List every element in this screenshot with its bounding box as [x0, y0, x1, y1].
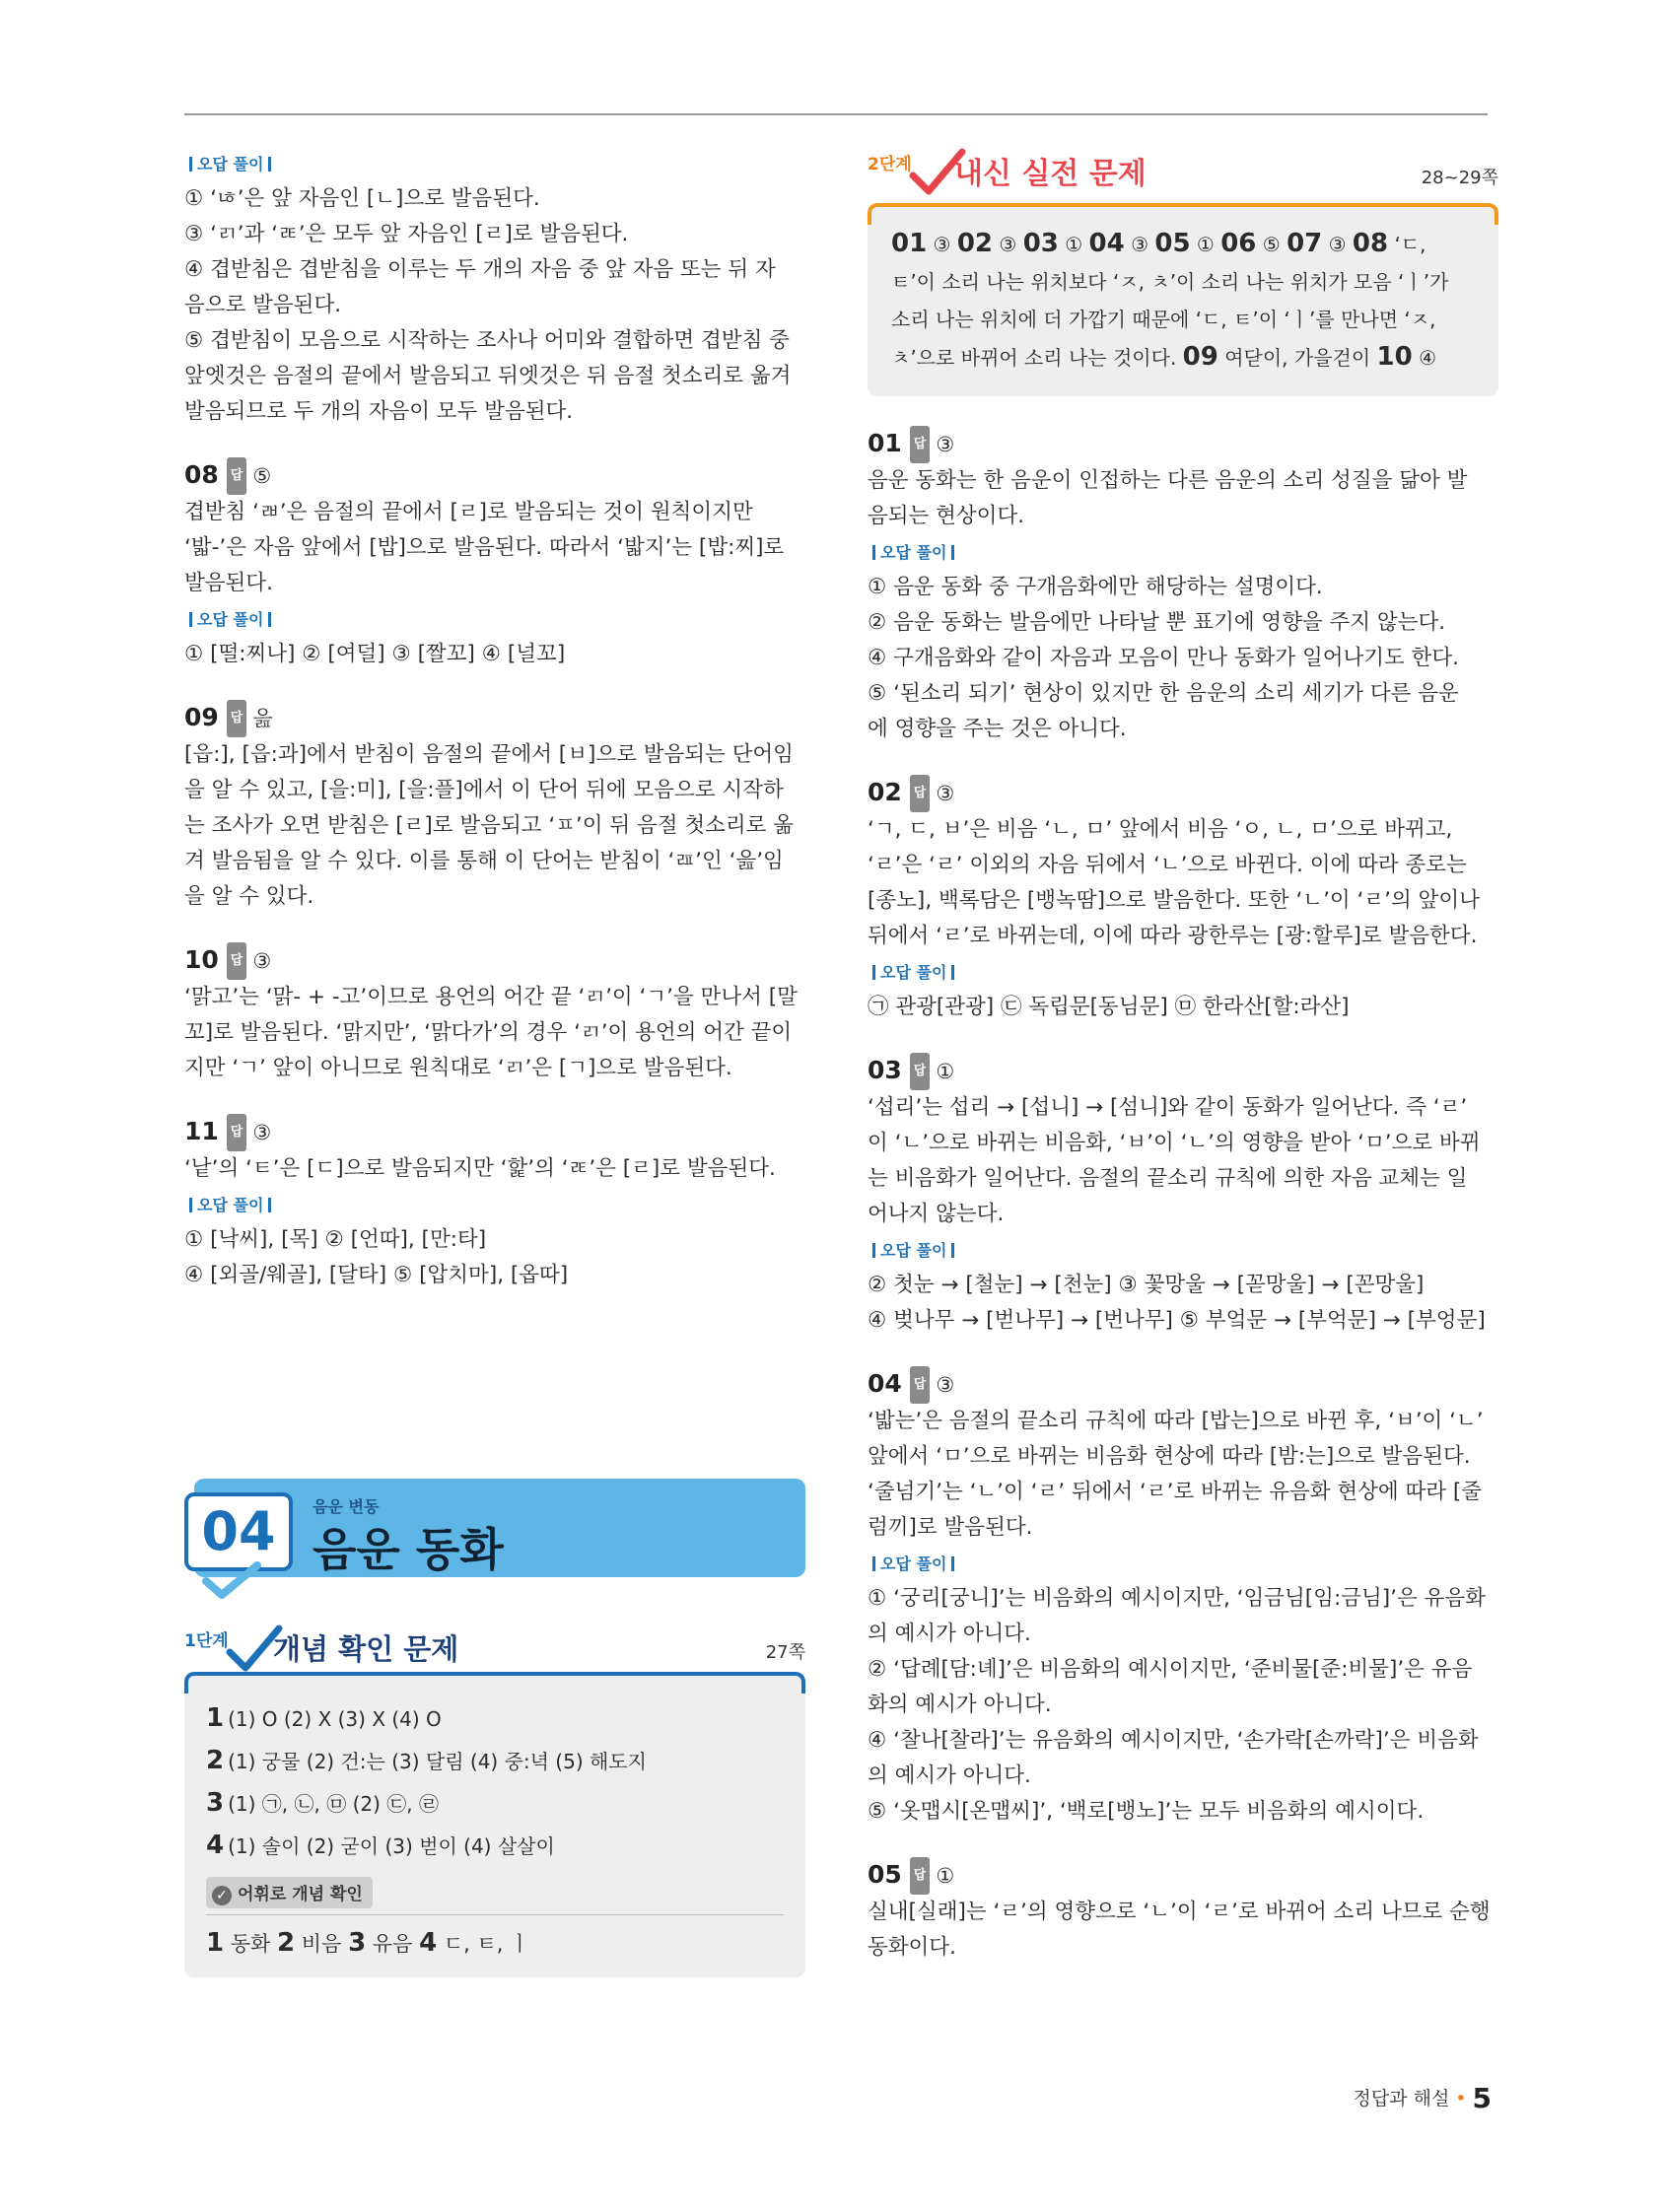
concept-answers — [206, 1697, 784, 1867]
question-09-header: 09 답 읊 — [184, 700, 815, 737]
stage-page: 27쪽 — [765, 1642, 805, 1663]
vocab-number: 1 — [206, 1928, 225, 1958]
answer-text: (1) 궁물 (2) 건:는 (3) 달림 (4) 중:녁 (5) 해도지 — [228, 1750, 647, 1773]
page-footer — [1353, 2082, 1492, 2114]
answer-line — [891, 338, 1479, 377]
text-line: 꼬]로 발음된다. ‘맑지만’, ‘맑다가’의 경우 ‘ㄺ’이 용언의 어간 끝이 — [184, 1020, 793, 1045]
answer-text: ㅌ’이 소리 나는 위치보다 ‘ㅈ, ㅊ’이 소리 나는 위치가 모음 ‘ㅣ’가 — [891, 270, 1449, 294]
answer-number: 09 — [1182, 342, 1218, 372]
text-line: ‘섭리’는 섭리 → [섭니] → [섬니]와 같이 동화가 일어난다. 즉 ‘ㄹ’ — [868, 1095, 1468, 1120]
top-rule — [184, 113, 1488, 115]
vocab-number: 3 — [348, 1928, 367, 1958]
text-line: 럼끼]로 발음된다. — [868, 1515, 1033, 1540]
vocab-number: 4 — [419, 1928, 438, 1958]
answer-number: 2 — [206, 1746, 225, 1775]
question-04-header: 04 답 ③ — [868, 1366, 1498, 1404]
text-line: ⑤ ‘된소리 되기’ 현상이 있지만 한 음운의 소리 세기가 다른 음운 — [868, 681, 1459, 706]
answer-number: 1 — [206, 1703, 225, 1733]
answer-number: 10 — [1376, 342, 1413, 372]
text-line: ㉠ 관광[관광] ㉢ 독립문[동님문] ㉤ 한라산[할:라산] — [868, 995, 1350, 1019]
text-line: 을 알 수 있고, [을:미], [을:플]에서 이 단어 뒤에 모음으로 시작하 — [184, 778, 784, 802]
answer-line — [891, 301, 1479, 338]
answer-text: ⑤ — [1256, 233, 1287, 256]
text-line: ‘ㄱ, ㄷ, ㅂ’은 비음 ‘ㄴ, ㅁ’ 앞에서 비음 ‘ㅇ, ㄴ, ㅁ’으로 바뀌고, — [868, 817, 1453, 842]
text-line: 음되는 현상이다. — [868, 504, 1025, 528]
stage1-header — [184, 1623, 805, 1674]
text-line: 뒤에서 ‘ㄹ’로 바뀌는데, 이에 따라 광한루는 [광:할루]로 발음한다. — [868, 924, 1478, 948]
vocab-text: 비음 — [295, 1932, 349, 1956]
answer-text: (1) O (2) X (3) X (4) O — [228, 1707, 442, 1731]
text-line: 발음된다. — [184, 571, 273, 595]
text-line: 어나지 않는다. — [868, 1202, 1005, 1226]
question-03-explanation — [868, 1090, 1498, 1232]
answer-text: ① — [1190, 233, 1221, 256]
wrong-answer-label: 오답 풀이 — [868, 1240, 959, 1262]
question-03-header: 03 답 ① — [868, 1053, 1498, 1090]
answer-number: 02 — [956, 229, 994, 258]
answer-number: 06 — [1220, 229, 1257, 258]
question-01-explanation — [868, 463, 1498, 534]
stage-page: 28~29쪽 — [1421, 168, 1498, 188]
text-line: 앞에서 ‘ㅁ’으로 바뀌는 비음화 현상에 따라 [밤:는]으로 발음된다. — [868, 1444, 1471, 1469]
concept-answer-line — [206, 1782, 784, 1825]
text-line: ① ‘궁리[궁니]’는 비음화의 예시이지만, ‘임금님[임:금님]’은 유음화 — [868, 1586, 1486, 1611]
text-line: ⑤ 겹받침이 모음으로 시작하는 조사나 어미와 결합하면 겹받침 중 — [184, 328, 790, 353]
question-01-wrong-answers — [868, 570, 1498, 747]
check-icon — [202, 1561, 261, 1603]
wrong-answer-label: 오답 풀이 — [868, 542, 959, 564]
question-02-explanation — [868, 812, 1498, 954]
divider — [206, 1914, 784, 1915]
page-number: 5 — [1472, 2082, 1492, 2114]
text-line: 음운 동화는 한 음운이 인접하는 다른 음운의 소리 성질을 닮아 발 — [868, 468, 1468, 493]
section-subtitle: 음운 변동 — [313, 1497, 380, 1516]
answer-text: ① — [1058, 233, 1089, 256]
question-03-wrong-answers — [868, 1268, 1498, 1339]
text-line: ‘낱’의 ‘ㅌ’은 [ㄷ]으로 발음되지만 ‘핥’의 ‘ㄾ’은 [ㄹ]로 발음된다. — [184, 1156, 776, 1181]
answer-line — [891, 263, 1479, 301]
text-line: ④ 겹받침은 겹받침을 이루는 두 개의 자음 중 앞 자음 또는 뒤 자 — [184, 257, 776, 282]
stage-title: 개념 확인 문제 — [273, 1632, 459, 1666]
answer-text: ③ — [1124, 233, 1155, 256]
section-banner — [184, 1479, 805, 1577]
question-05-header: 05 답 ① — [868, 1857, 1498, 1895]
practice-answer-box — [868, 207, 1498, 396]
text-line: 화의 예시가 아니다. — [868, 1693, 1052, 1717]
vocab-number: 2 — [277, 1928, 296, 1958]
text-line: 는 조사가 오면 받침은 [ㄹ]로 발음되고 ‘ㅍ’이 뒤 음절 첫소리로 옮 — [184, 813, 795, 838]
wrong-answer-label: 오답 풀이 — [868, 1554, 959, 1575]
text-line: [종노], 백록담은 [뱅녹땀]으로 발음한다. 또한 ‘ㄴ’이 ‘ㄹ’의 앞이나 — [868, 888, 1480, 913]
wrong-answer-label: 오답 풀이 — [184, 609, 276, 631]
text-line: ④ ‘찰나[찰라]’는 유음화의 예시이지만, ‘손가락[손까락]’은 비음화 — [868, 1728, 1479, 1753]
question-09-explanation — [184, 737, 815, 915]
intro-explanation — [184, 181, 815, 430]
question-10-explanation — [184, 980, 815, 1086]
right-column — [868, 146, 1498, 1966]
wrong-answer-label: 오답 풀이 — [868, 962, 959, 984]
text-line: ‘맑고’는 ‘맑- + -고’이므로 용언의 어간 끝 ‘ㄺ’이 ‘ㄱ’을 만나서 [말 — [184, 985, 798, 1009]
text-line: 음으로 발음된다. — [184, 293, 342, 317]
text-line: ① 음운 동화 중 구개음화에만 해당하는 설명이다. — [868, 575, 1323, 599]
concept-answer-line — [206, 1740, 784, 1782]
vocab-tag: ✓ 어휘로 개념 확인 — [206, 1877, 373, 1908]
text-line: ② 음운 동화는 발음에만 나타날 뿐 표기에 영향을 주지 않는다. — [868, 610, 1446, 635]
left-column — [184, 146, 815, 1293]
stage2-header — [868, 146, 1498, 197]
answer-text: (1) 솔이 (2) 굳이 (3) 벋이 (4) 살살이 — [228, 1834, 555, 1858]
question-04-wrong-answers — [868, 1581, 1498, 1830]
text-line: ‘ㄹ’은 ‘ㄹ’ 이외의 자음 뒤에서 ‘ㄴ’으로 바뀐다. 이에 따라 종로는 — [868, 853, 1467, 877]
question-05-explanation — [868, 1895, 1498, 1966]
question-08-wrong-answers — [184, 637, 815, 672]
stage-badge: 1단계 — [184, 1631, 229, 1651]
text-line: ④ 벚나무 → [벋나무] → [번나무] ⑤ 부엌문 → [부억문] → [부엉문] — [868, 1308, 1486, 1333]
text-line: 실내[실래]는 ‘ㄹ’의 영향으로 ‘ㄴ’이 ‘ㄹ’로 바뀌어 소리 나므로 순행 — [868, 1900, 1491, 1924]
wrong-answer-label: 오답 풀이 — [184, 154, 276, 175]
text-line: 는 비음화가 일어난다. 음절의 끝소리 규칙에 의한 자음 교체는 일 — [868, 1166, 1468, 1191]
question-04-explanation — [868, 1404, 1498, 1546]
text-line: ④ 구개음화와 같이 자음과 모음이 만나 동화가 일어나기도 한다. — [868, 646, 1460, 670]
text-line: 겹받침 ‘ㄼ’은 음절의 끝에서 [ㄹ]로 발음되는 것이 원칙이지만 — [184, 500, 753, 524]
text-line: ‘밟는’은 음절의 끝소리 규칙에 따라 [밥는]으로 바뀐 후, ‘ㅂ’이 ‘ㄴ’ — [868, 1409, 1484, 1433]
question-11-header: 11 답 ③ — [184, 1114, 815, 1151]
text-line: ‘밟-’은 자음 앞에서 [밥]으로 발음된다. 따라서 ‘밟지’는 [밥:찌]로 — [184, 535, 785, 560]
text-line: 에 영향을 주는 것은 아니다. — [868, 717, 1127, 741]
stage-badge: 2단계 — [868, 155, 912, 174]
concept-answer-line — [206, 1697, 784, 1740]
answer-text: ④ — [1412, 346, 1437, 370]
text-line: ① [떨:찌나] ② [여덜] ③ [짤꼬] ④ [널꼬] — [184, 642, 566, 666]
text-line: [읍:], [읍:과]에서 받침이 음절의 끝에서 [ㅂ]으로 발음되는 단어임 — [184, 742, 794, 767]
question-02-wrong-answers — [868, 990, 1498, 1025]
answer-text: ③ — [993, 233, 1023, 256]
question-02-header: 02 답 ③ — [868, 775, 1498, 812]
question-11-wrong-answers — [184, 1222, 815, 1293]
stage-title: 내신 실전 문제 — [954, 157, 1147, 191]
answer-text: ③ — [1322, 233, 1353, 256]
text-line: ④ [외골/웨골], [달타] ⑤ [압치마], [옵따] — [184, 1263, 569, 1287]
concept-answer-line — [206, 1825, 784, 1867]
answer-number: 04 — [1088, 229, 1125, 258]
vocab-answers — [206, 1923, 784, 1964]
question-10-header: 10 답 ③ — [184, 942, 815, 980]
text-line: 겨 발음됨을 알 수 있다. 이를 통해 이 단어는 받침이 ‘ㄿ’인 ‘읊’임 — [184, 849, 784, 873]
vocab-text: 동화 — [224, 1932, 278, 1956]
answer-number: 08 — [1352, 229, 1389, 258]
check-circle-icon: ✓ — [212, 1886, 232, 1905]
footer-label: 정답과 해설 — [1353, 2088, 1450, 2109]
text-line: ⑤ ‘옷맵시[온맵씨]’, ‘백로[뱅노]’는 모두 비음화의 예시이다. — [868, 1799, 1425, 1824]
question-08-explanation — [184, 495, 815, 601]
answer-text: (1) ㉠, ㉡, ㉤ (2) ㉢, ㉣ — [228, 1792, 439, 1816]
wrong-answer-label: 오답 풀이 — [184, 1195, 276, 1216]
text-line: 지만 ‘ㄱ’ 앞이 아니므로 원칙대로 ‘ㄺ’은 [ㄱ]으로 발음된다. — [184, 1056, 732, 1080]
vocab-text: 유음 — [366, 1932, 420, 1956]
question-01-header: 01 답 ③ — [868, 426, 1498, 463]
text-line: ① [낙씨], [목] ② [언따], [만:타] — [184, 1227, 487, 1252]
question-08-header: 08 답 ⑤ — [184, 457, 815, 495]
footer-dot: • — [1455, 2088, 1467, 2109]
text-line: 앞엣것은 음절의 끝에서 발음되고 뒤엣것은 뒤 음절 첫소리로 옮겨 — [184, 364, 792, 388]
answer-text: ③ — [927, 233, 957, 256]
answer-text: 소리 나는 위치에 더 가깝기 때문에 ‘ㄷ, ㅌ’이 ‘ㅣ’를 만나면 ‘ㅈ, — [891, 308, 1436, 331]
answer-number: 07 — [1287, 229, 1323, 258]
text-line: ① ‘ㄶ’은 앞 자음인 [ㄴ]으로 발음된다. — [184, 186, 540, 211]
text-line: 의 예시가 아니다. — [868, 1763, 1031, 1788]
text-line: 동화이다. — [868, 1935, 956, 1960]
answer-number: 3 — [206, 1788, 225, 1818]
answer-text: 여닫이, 가을걷이 — [1217, 346, 1377, 370]
text-line: ② 첫눈 → [철눈] → [천눈] ③ 꽃망울 → [꼳망울] → [꼰망울] — [868, 1273, 1425, 1297]
answer-number: 05 — [1154, 229, 1191, 258]
section-title: 음운 동화 — [313, 1523, 504, 1576]
text-line: 을 알 수 있다. — [184, 884, 314, 909]
section-number: 04 — [184, 1492, 293, 1571]
text-line: 의 예시가 아니다. — [868, 1622, 1031, 1646]
text-line: 발음되므로 두 개의 자음이 모두 발음된다. — [184, 399, 574, 424]
answer-number: 03 — [1022, 229, 1059, 258]
text-line: 이 ‘ㄴ’으로 바뀌는 비음화, ‘ㅂ’이 ‘ㄴ’의 영향을 받아 ‘ㅁ’으로 바뀌 — [868, 1131, 1481, 1155]
vocab-text: ㄷ, ㅌ, ㅣ — [437, 1932, 530, 1956]
answer-line — [891, 225, 1479, 263]
answer-text: ‘ㄷ, — [1388, 233, 1426, 256]
answer-number: 01 — [891, 229, 928, 258]
answer-number: 4 — [206, 1831, 225, 1860]
text-line: ③ ‘ㄺ’과 ‘ㄾ’은 모두 앞 자음인 [ㄹ]로 발음된다. — [184, 222, 629, 246]
text-line: ‘줄넘기’는 ‘ㄴ’이 ‘ㄹ’ 뒤에서 ‘ㄹ’로 바뀌는 유음화 현상에 따라 [줄 — [868, 1480, 1483, 1504]
question-11-explanation — [184, 1151, 815, 1187]
concept-answer-box — [184, 1676, 805, 1977]
answer-text: ㅊ’으로 바뀌어 소리 나는 것이다. — [891, 346, 1183, 370]
text-line: ② ‘답례[담:녜]’은 비음화의 예시이지만, ‘준비물[준:비물]’은 유음 — [868, 1657, 1473, 1682]
